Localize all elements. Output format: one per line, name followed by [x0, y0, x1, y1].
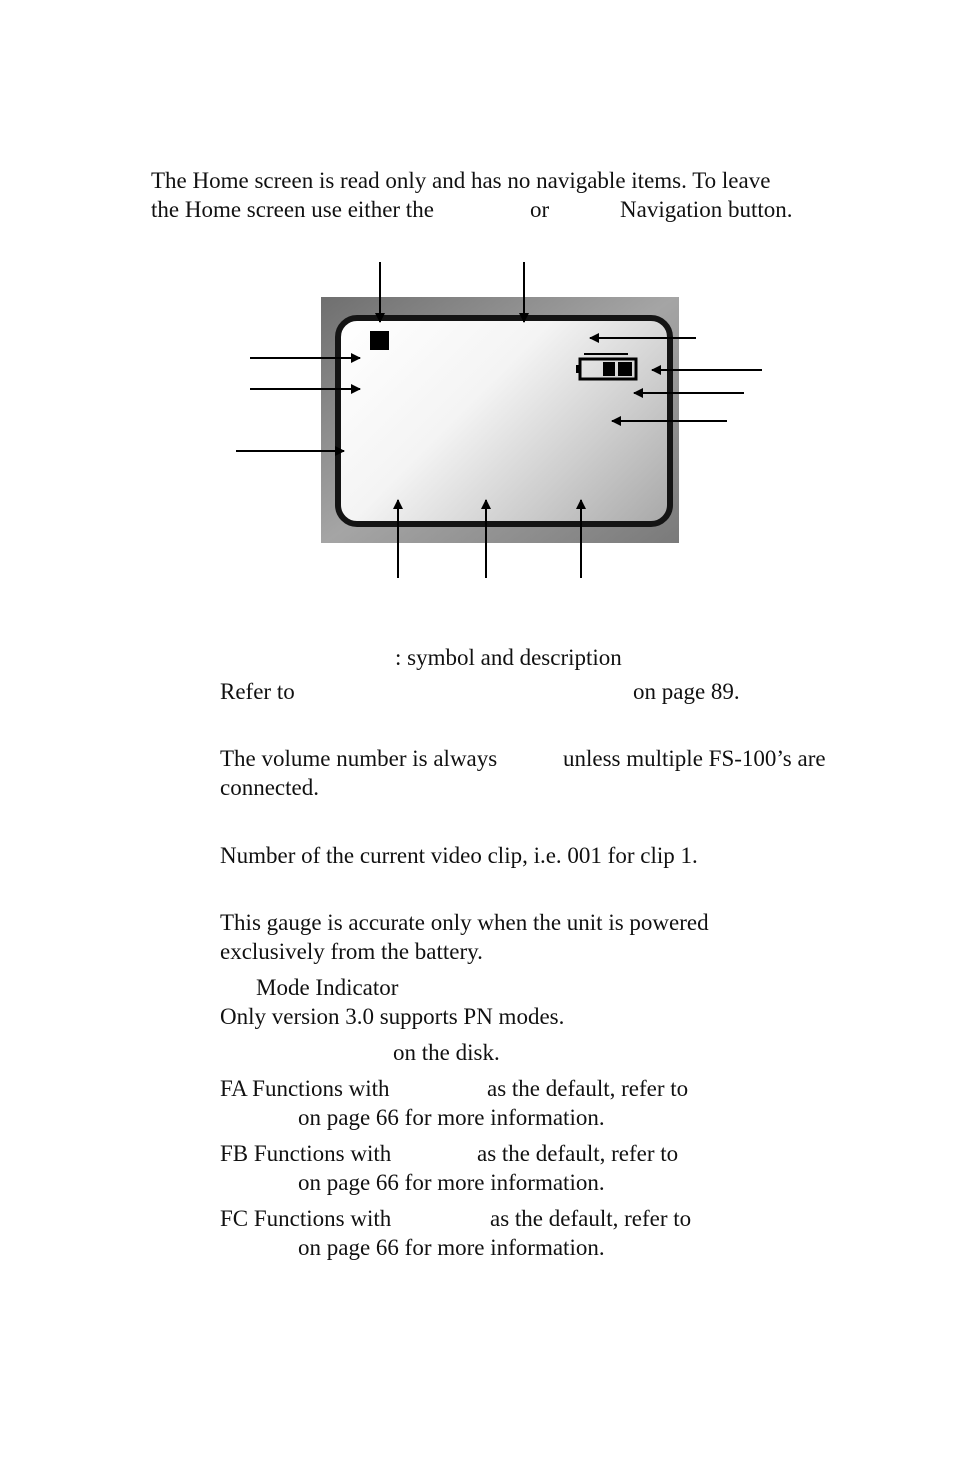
legend-fc-line-2: on page 66 for more information. [298, 1235, 605, 1260]
legend-gauge-line-1: This gauge is accurate only when the unit is powered [220, 910, 709, 935]
legend-clip-number: Number of the current video clip, i.e. 001 for clip 1. [220, 843, 698, 868]
legend-fb-line-2: on page 66 for more information. [298, 1170, 605, 1195]
legend-fa-line-2: on page 66 for more information. [298, 1105, 605, 1130]
legend-on-page-89: on page 89. [633, 679, 740, 704]
legend-fb-line-1a: FB Functions with [220, 1141, 392, 1166]
legend-volume-line-2: connected. [220, 775, 319, 800]
legend-volume-line-1b: unless multiple FS-100’s are [563, 746, 826, 771]
legend-symbol-description: : symbol and description [395, 645, 622, 670]
legend-pn-modes: Only version 3.0 supports PN modes. [220, 1004, 565, 1029]
legend-fb-line-1b: as the default, refer to [477, 1141, 679, 1166]
intro-line-1: The Home screen is read only and has no navigable items. To leave [151, 168, 771, 193]
legend-fc-line-1b: as the default, refer to [490, 1206, 692, 1231]
legend-fa-line-1b: as the default, refer to [487, 1076, 689, 1101]
intro-line-2-or: or [530, 197, 550, 222]
intro-line-2-start: the Home screen use either the [151, 197, 434, 222]
legend-gauge-line-2: exclusively from the battery. [220, 939, 483, 964]
legend-fa-line-1a: FA Functions with [220, 1076, 390, 1101]
legend-mode-indicator: Mode Indicator [256, 975, 399, 1000]
stop-icon [370, 331, 389, 350]
legend-fc-line-1a: FC Functions with [220, 1206, 392, 1231]
intro-line-2-end: Navigation button. [620, 197, 793, 222]
legend-refer-to: Refer to [220, 679, 295, 704]
legend-on-the-disk: on the disk. [393, 1040, 500, 1065]
legend-volume-line-1a: The volume number is always [220, 746, 498, 771]
battery-gauge-icon [576, 352, 640, 384]
